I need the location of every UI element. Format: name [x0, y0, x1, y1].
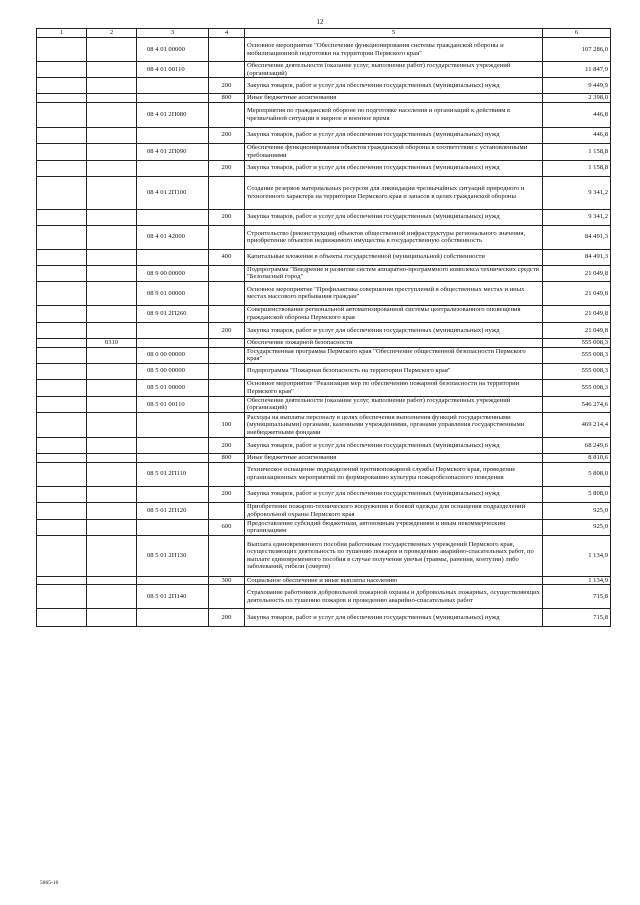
cell-c1 [37, 209, 87, 225]
cell-c6: 21 049,8 [543, 305, 611, 322]
cell-c3 [137, 160, 209, 176]
cell-c6: 925,0 [543, 519, 611, 535]
cell-c2 [87, 102, 137, 127]
cell-c2 [87, 347, 137, 363]
cell-c1 [37, 519, 87, 535]
header-row [37, 29, 611, 38]
cell-c5: Обеспечение деятельности (оказание услуг, выполнение работ) государственных учреждений (организаций) [245, 396, 543, 412]
cell-c3 [137, 412, 209, 437]
cell-c4 [209, 585, 245, 609]
cell-c2 [87, 225, 137, 249]
cell-c6: 107 286,0 [543, 38, 611, 62]
cell-c4: 300 [209, 576, 245, 585]
header-col-1: 1 [37, 29, 87, 38]
cell-c5: Выплата единовременного пособия работникам государственных учреждений Пермского края, осуществляющих деятельность по тушению пожаров и проведению аварийно-спасательных работ, по выплате единовременного пособия в случае получения увечья (травмы, ранения, контузии) либо заболеваний, гибели (смерти) [245, 535, 543, 576]
cell-c5: Создание резервов материальных ресурсов для ликвидации чрезвычайных ситуаций природного и техногенного характера на территории Пермского края и запасов в целях гражданской обороны [245, 176, 543, 209]
cell-c6: 715,8 [543, 609, 611, 627]
cell-c3: 08 4 01 00110 [137, 62, 209, 78]
cell-c6: 9 341,2 [543, 209, 611, 225]
cell-c5: Подпрограмма "Внедрение и развитие систем аппаратно-программного комплекса технических средств "Безопасный город" [245, 265, 543, 281]
cell-c6: 1 158,8 [543, 160, 611, 176]
cell-c6: 11 847,9 [543, 62, 611, 78]
cell-c4: 200 [209, 160, 245, 176]
cell-c4: 200 [209, 437, 245, 453]
cell-c5: Закупка товаров, работ и услуг для обеспечения государственных (муниципальных) нужд [245, 160, 543, 176]
cell-c2 [87, 94, 137, 103]
cell-c6: 9 449,9 [543, 78, 611, 94]
table-row [37, 209, 611, 225]
cell-c1 [37, 347, 87, 363]
cell-c1 [37, 305, 87, 322]
cell-c5: Капитальные вложения в объекты государственной (муниципальной) собственности [245, 249, 543, 265]
cell-c1 [37, 38, 87, 62]
cell-c2 [87, 265, 137, 281]
cell-c3: 08 5 01 2П110 [137, 462, 209, 486]
cell-c1 [37, 379, 87, 396]
cell-c2 [87, 437, 137, 453]
cell-c2 [87, 535, 137, 576]
cell-c4 [209, 225, 245, 249]
cell-c3 [137, 127, 209, 143]
cell-c6: 555 008,3 [543, 347, 611, 363]
table-row [37, 160, 611, 176]
cell-c4: 200 [209, 609, 245, 627]
cell-c4 [209, 305, 245, 322]
cell-c2 [87, 209, 137, 225]
table-row [37, 576, 611, 585]
cell-c3: 08 0 00 00000 [137, 347, 209, 363]
cell-c5: Иные бюджетные ассигнования [245, 453, 543, 462]
cell-c2 [87, 143, 137, 160]
cell-c5: Приобретение пожарно-технического вооружения и боевой одежды для оснащения подразделений добровольной охраны Пермского края [245, 502, 543, 519]
cell-c6: 68 249,6 [543, 437, 611, 453]
header-col-6: 6 [543, 29, 611, 38]
table-row [37, 225, 611, 249]
cell-c4: 200 [209, 127, 245, 143]
cell-c4: 600 [209, 519, 245, 535]
cell-c4 [209, 502, 245, 519]
table-row [37, 535, 611, 576]
table-row [37, 78, 611, 94]
cell-c6: 21 049,8 [543, 322, 611, 338]
header-col-2: 2 [87, 29, 137, 38]
cell-c3: 08 9 00 00000 [137, 265, 209, 281]
cell-c2 [87, 585, 137, 609]
cell-c4 [209, 176, 245, 209]
cell-c2 [87, 281, 137, 305]
cell-c6: 1 134,9 [543, 535, 611, 576]
cell-c1 [37, 462, 87, 486]
table-row [37, 502, 611, 519]
cell-c3 [137, 519, 209, 535]
cell-c6: 21 049,8 [543, 281, 611, 305]
cell-c6: 555 008,3 [543, 379, 611, 396]
cell-c4: 200 [209, 209, 245, 225]
cell-c3: 08 5 01 2П130 [137, 535, 209, 576]
cell-c5: Закупка товаров, работ и услуг для обеспечения государственных (муниципальных) нужд [245, 209, 543, 225]
cell-c3 [137, 486, 209, 502]
table-row [37, 396, 611, 412]
cell-c6: 9 341,2 [543, 176, 611, 209]
cell-c4 [209, 38, 245, 62]
cell-c1 [37, 535, 87, 576]
cell-c3: 08 4 01 2П090 [137, 143, 209, 160]
cell-c6: 21 049,8 [543, 265, 611, 281]
table-row [37, 486, 611, 502]
cell-c1 [37, 62, 87, 78]
table-row [37, 38, 611, 62]
cell-c6: 555 008,3 [543, 338, 611, 347]
cell-c2 [87, 396, 137, 412]
cell-c4 [209, 281, 245, 305]
cell-c2 [87, 305, 137, 322]
cell-c3: 08 4 01 42000 [137, 225, 209, 249]
cell-c6: 84 491,3 [543, 225, 611, 249]
cell-c1 [37, 249, 87, 265]
cell-c4: 800 [209, 453, 245, 462]
cell-c4: 800 [209, 94, 245, 103]
cell-c1 [37, 281, 87, 305]
table-row [37, 363, 611, 379]
cell-c3 [137, 209, 209, 225]
cell-c3: 08 4 01 2П080 [137, 102, 209, 127]
cell-c3: 08 4 01 2П100 [137, 176, 209, 209]
cell-c2 [87, 160, 137, 176]
cell-c1 [37, 127, 87, 143]
cell-c1 [37, 143, 87, 160]
table-row [37, 62, 611, 78]
header-col-5: 5 [245, 29, 543, 38]
cell-c2 [87, 127, 137, 143]
cell-c4: 100 [209, 412, 245, 437]
cell-c5: Страхование работников добровольной пожарной охраны и добровольных пожарных, осуществляющих деятельность по тушению пожаров и проведению аварийно-спасательных работ [245, 585, 543, 609]
cell-c5: Закупка товаров, работ и услуг для обеспечения государственных (муниципальных) нужд [245, 127, 543, 143]
cell-c1 [37, 160, 87, 176]
cell-c3 [137, 338, 209, 347]
cell-c1 [37, 265, 87, 281]
cell-c3 [137, 94, 209, 103]
cell-c1 [37, 453, 87, 462]
cell-c3: 08 5 01 00000 [137, 379, 209, 396]
cell-c1 [37, 396, 87, 412]
cell-c3: 08 5 00 00000 [137, 363, 209, 379]
table-row [37, 609, 611, 627]
cell-c4: 200 [209, 78, 245, 94]
cell-c6: 5 808,0 [543, 462, 611, 486]
cell-c2 [87, 322, 137, 338]
cell-c2 [87, 363, 137, 379]
cell-c5: Закупка товаров, работ и услуг для обеспечения государственных (муниципальных) нужд [245, 609, 543, 627]
table-row [37, 462, 611, 486]
table-row [37, 94, 611, 103]
cell-c2 [87, 462, 137, 486]
cell-c6: 8 810,6 [543, 453, 611, 462]
cell-c2 [87, 519, 137, 535]
cell-c4: 200 [209, 322, 245, 338]
cell-c3 [137, 453, 209, 462]
cell-c3: 08 9 01 00000 [137, 281, 209, 305]
cell-c4 [209, 265, 245, 281]
cell-c4 [209, 363, 245, 379]
cell-c2: 0310 [87, 338, 137, 347]
cell-c5: Иные бюджетные ассигнования [245, 94, 543, 103]
cell-c1 [37, 322, 87, 338]
cell-c4 [209, 535, 245, 576]
cell-c5: Расходы на выплаты персоналу в целях обеспечения выполнения функций государственными (муниципальными) органами, казенными учреждениями, органами управления государственными внебюджетными фондами [245, 412, 543, 437]
cell-c5: Обеспечение деятельности (оказание услуг, выполнение работ) государственных учреждений (организаций) [245, 62, 543, 78]
cell-c4 [209, 347, 245, 363]
cell-c4 [209, 462, 245, 486]
cell-c1 [37, 585, 87, 609]
cell-c5: Подпрограмма "Пожарная безопасность на территории Пермского края" [245, 363, 543, 379]
header-col-4: 4 [209, 29, 245, 38]
cell-c6: 1 134,9 [543, 576, 611, 585]
table-row [37, 265, 611, 281]
table-row [37, 305, 611, 322]
cell-c6: 446,8 [543, 127, 611, 143]
cell-c5: Обеспечение пожарной безопасности [245, 338, 543, 347]
cell-c5: Предоставление субсидий бюджетным, автономным учреждениям и иным некоммерческим организациям [245, 519, 543, 535]
cell-c5: Социальное обеспечение и иные выплаты населению [245, 576, 543, 585]
cell-c6: 469 214,4 [543, 412, 611, 437]
cell-c1 [37, 338, 87, 347]
cell-c2 [87, 379, 137, 396]
cell-c2 [87, 249, 137, 265]
cell-c4: 200 [209, 486, 245, 502]
table-row [37, 281, 611, 305]
cell-c2 [87, 576, 137, 585]
cell-c5: Основное мероприятие "Обеспечение функционирования системы гражданской обороны и мобилизационной подготовки на территории Пермского края" [245, 38, 543, 62]
header-col-3: 3 [137, 29, 209, 38]
cell-c1 [37, 412, 87, 437]
cell-c2 [87, 412, 137, 437]
table-row [37, 338, 611, 347]
cell-c3: 08 4 01 00000 [137, 38, 209, 62]
cell-c5: Закупка товаров, работ и услуг для обеспечения государственных (муниципальных) нужд [245, 486, 543, 502]
cell-c3: 08 5 01 2П120 [137, 502, 209, 519]
cell-c5: Строительство (реконструкция) объектов общественной инфраструктуры регионального значения, приобретение объектов недвижимого имущества в государственную собственность [245, 225, 543, 249]
cell-c5: Совершенствование региональной автоматизированной системы централизованного оповещения гражданской обороны Пермского края [245, 305, 543, 322]
cell-c1 [37, 78, 87, 94]
cell-c4 [209, 379, 245, 396]
cell-c6: 1 158,8 [543, 143, 611, 160]
cell-c2 [87, 38, 137, 62]
cell-c2 [87, 176, 137, 209]
cell-c5: Мероприятия по гражданской обороне по подготовке населения и организаций к действиям в чрезвычайной ситуации в мирное и военное время [245, 102, 543, 127]
cell-c5: Закупка товаров, работ и услуг для обеспечения государственных (муниципальных) нужд [245, 437, 543, 453]
footer-code: 5865-16 [40, 880, 59, 886]
cell-c6: 5 808,0 [543, 486, 611, 502]
cell-c5: Основное мероприятие "Реализация мер по обеспечению пожарной безопасности на территории Пермского края" [245, 379, 543, 396]
cell-c6: 546 274,6 [543, 396, 611, 412]
table-row [37, 437, 611, 453]
table-row [37, 102, 611, 127]
cell-c3 [137, 437, 209, 453]
cell-c4 [209, 62, 245, 78]
cell-c3 [137, 78, 209, 94]
cell-c3: 08 5 01 2П140 [137, 585, 209, 609]
cell-c1 [37, 176, 87, 209]
page-number: 12 [316, 18, 324, 26]
budget-table [36, 28, 611, 627]
cell-c1 [37, 576, 87, 585]
table-row [37, 585, 611, 609]
cell-c4: 400 [209, 249, 245, 265]
table-row [37, 249, 611, 265]
cell-c4 [209, 143, 245, 160]
cell-c6: 555 008,3 [543, 363, 611, 379]
cell-c3 [137, 576, 209, 585]
cell-c1 [37, 609, 87, 627]
table-row [37, 127, 611, 143]
cell-c4 [209, 396, 245, 412]
table-row [37, 347, 611, 363]
cell-c1 [37, 437, 87, 453]
cell-c3 [137, 249, 209, 265]
cell-c6: 446,8 [543, 102, 611, 127]
cell-c5: Государственная программа Пермского края "Обеспечение общественной безопасности Пермского края" [245, 347, 543, 363]
cell-c3: 08 5 01 00110 [137, 396, 209, 412]
cell-c1 [37, 502, 87, 519]
cell-c5: Закупка товаров, работ и услуг для обеспечения государственных (муниципальных) нужд [245, 78, 543, 94]
cell-c6: 84 491,3 [543, 249, 611, 265]
cell-c4 [209, 338, 245, 347]
table-body [37, 38, 611, 627]
cell-c1 [37, 102, 87, 127]
cell-c1 [37, 363, 87, 379]
cell-c5: Обеспечение функционирования объектов гражданской обороны в соответствии с установленными требованиями [245, 143, 543, 160]
cell-c6: 2 398,0 [543, 94, 611, 103]
table-row [37, 379, 611, 396]
cell-c1 [37, 94, 87, 103]
cell-c4 [209, 102, 245, 127]
cell-c2 [87, 453, 137, 462]
cell-c3 [137, 322, 209, 338]
cell-c2 [87, 609, 137, 627]
cell-c1 [37, 225, 87, 249]
cell-c2 [87, 486, 137, 502]
cell-c5: Основное мероприятие "Профилактика совершения преступлений в общественных местах и иных местах массового пребывания граждан" [245, 281, 543, 305]
table-row [37, 453, 611, 462]
table-row [37, 519, 611, 535]
table-row [37, 412, 611, 437]
cell-c2 [87, 502, 137, 519]
cell-c5: Закупка товаров, работ и услуг для обеспечения государственных (муниципальных) нужд [245, 322, 543, 338]
cell-c3 [137, 609, 209, 627]
cell-c5: Техническое оснащение подразделений противопожарной службы Пермского края, проведение организационных мероприятий по формированию культуры пожаробезопасного поведения [245, 462, 543, 486]
cell-c1 [37, 486, 87, 502]
table-row [37, 143, 611, 160]
table-row [37, 176, 611, 209]
cell-c6: 925,0 [543, 502, 611, 519]
cell-c2 [87, 78, 137, 94]
table-row [37, 322, 611, 338]
cell-c2 [87, 62, 137, 78]
cell-c6: 715,8 [543, 585, 611, 609]
cell-c3: 08 9 01 2П260 [137, 305, 209, 322]
